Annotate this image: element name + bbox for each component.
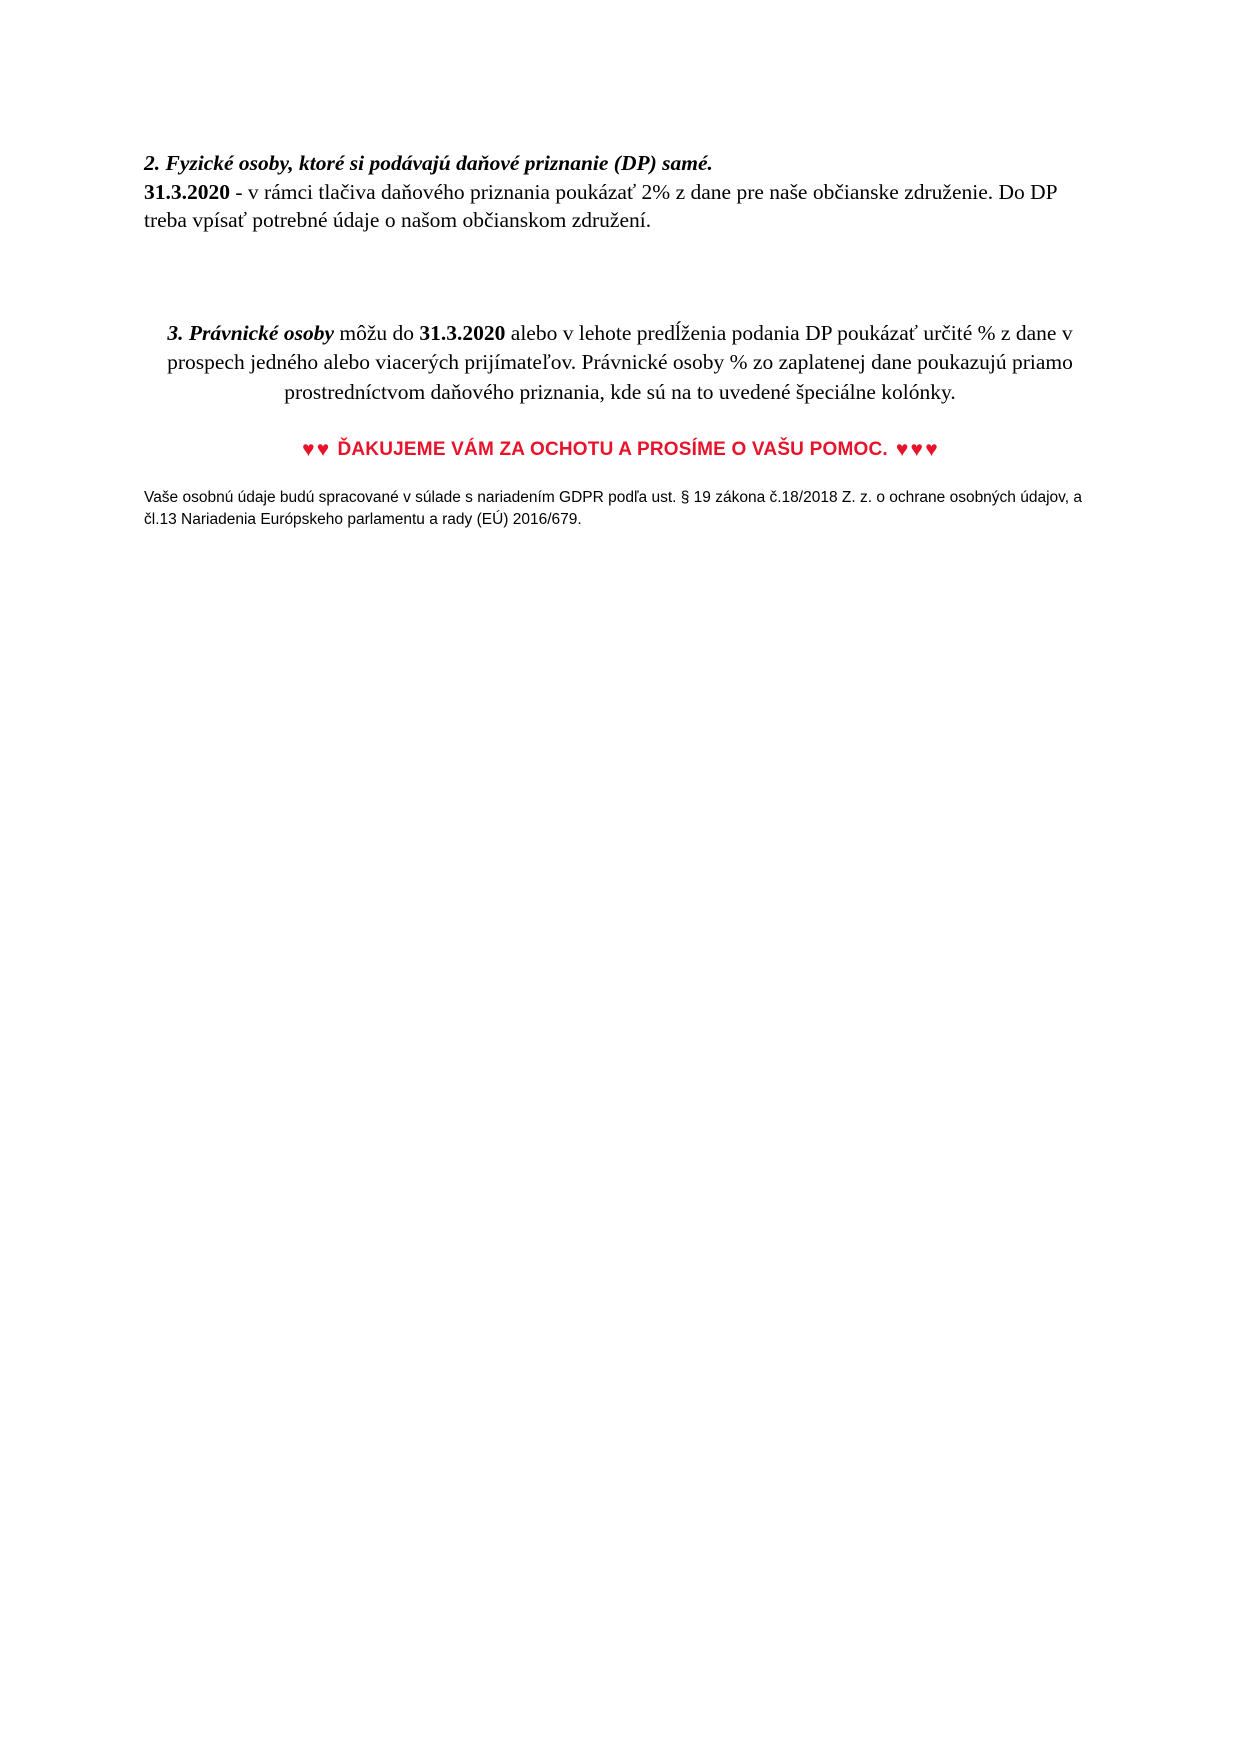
hearts-left-group: [302, 439, 329, 460]
section-3-label: 3. Právnické osoby: [167, 320, 334, 345]
section-3-deadline-date: 31.3.2020: [419, 320, 506, 345]
heart-icon: ♥: [302, 437, 315, 461]
heart-icon: ♥: [925, 437, 938, 461]
section-legal-entities: [144, 319, 1096, 408]
hearts-right-group: [896, 439, 938, 460]
document-body: [144, 150, 1096, 547]
section-2-text: - v rámci tlačiva daňového priznania poukázať 2% z dane pre naše občianske združenie. Do DP treba vpísať potrebné údaje o našom občianskom združení.: [144, 179, 1057, 233]
heart-icon: ♥: [895, 437, 909, 461]
section-3-paragraph: [144, 319, 1096, 408]
heart-icon: ♥: [316, 437, 330, 461]
section-2-paragraph: [144, 178, 1096, 235]
section-3-text-before-date: môžu do: [334, 320, 420, 345]
thanks-text: ĎAKUJEME VÁM ZA OCHOTU A PROSÍME O VAŠU POMOC.: [337, 438, 888, 460]
section-natural-persons: [144, 150, 1096, 235]
heart-icon: ♥: [910, 437, 924, 461]
thanks-banner: [144, 438, 1096, 461]
section-2-deadline-date: 31.3.2020: [144, 179, 230, 204]
gdpr-note: Vaše osobnú údaje budú spracované v súlade s nariadením GDPR podľa ust. § 19 zákona č.18/2018 Z. z. o ochrane osobných údajov, a čl.13 Nariadenia Európskeho parlamentu a rady (EÚ) 2016/679.: [144, 488, 1082, 529]
section-3-text-after-date: alebo v lehote predĺženia podania DP poukázať určité % z dane v prospech jedného alebo viacerých prijímateľov. Právnické osoby % zo zaplatenej dane poukazujú priamo prostredníctvom daňového priznania, kde sú na to uvedené špeciálne kolónky.: [167, 320, 1073, 404]
section-2-heading: 2. Fyzické osoby, ktoré si podávajú daňové priznanie (DP) samé.: [144, 151, 713, 175]
